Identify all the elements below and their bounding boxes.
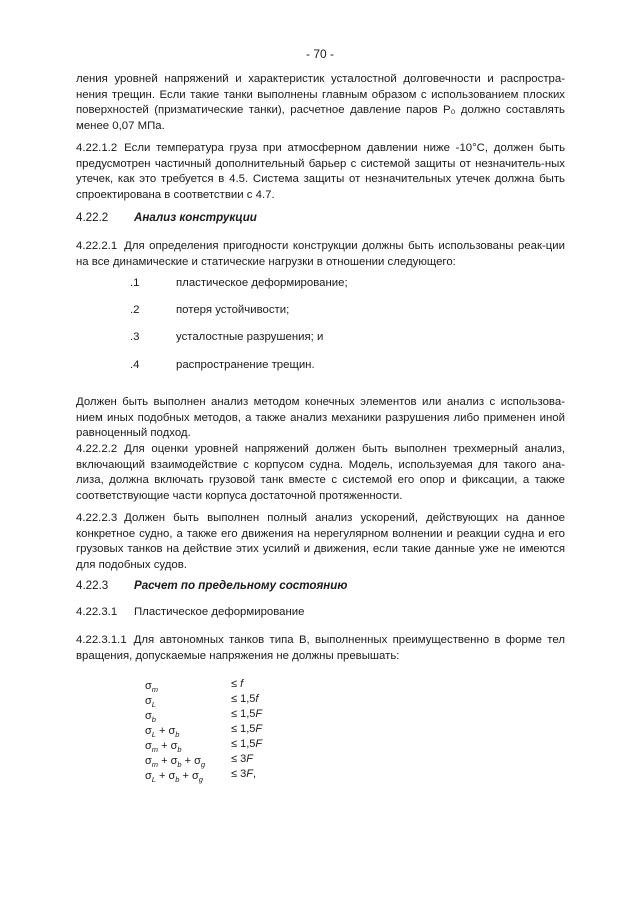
list-item-text: потеря устойчивости; xyxy=(176,304,290,316)
clause-number: 4.22.2.1 xyxy=(76,240,118,252)
list-item xyxy=(130,330,323,346)
paragraph-4-22-2-2 xyxy=(76,442,565,504)
list-item-number: .1 xyxy=(130,277,140,289)
heading-number: 4.22.2 xyxy=(76,211,109,224)
heading-number: 4.22.3 xyxy=(76,579,109,592)
formula-rhs: ≤ 3F, xyxy=(231,768,257,780)
clause-text: Для определения пригодности конструкции должны быть использованы реак-ции на все динамические и статические нагрузки в отношении следующего: xyxy=(76,240,565,268)
list-item-number: .2 xyxy=(130,304,140,316)
formula-lhs: $\sigma_L + \sigma_b + \sigma_g$ xyxy=(145,770,203,785)
list-item xyxy=(130,276,348,292)
clause-text: Должен быть выполнен полный анализ ускорений, действующих на данное конкретное судно, а также его движения на нерегулярном волнении и реакции судна и его грузовых танков на действие этих усилий и движения, если такие данные уже не имеются для подобных судов. xyxy=(76,512,565,571)
list-item xyxy=(130,303,289,319)
paragraph-4-22-2-1 xyxy=(76,239,565,270)
clause-number: 4.22.2.3 xyxy=(76,512,118,524)
list-item-text: распространение трещин. xyxy=(176,359,315,371)
list-item-number: .3 xyxy=(130,331,140,343)
clause-text: Для оценки уровней напряжений должен быть выполнен трехмерный анализ, включающий взаимодействие с корпусом судна. Модель, используемая для такого ана-лиза, должна включать грузовой танк вместе с системой его опор и фиксации, а также соответствующие части корпуса достаточной протяженности. xyxy=(76,443,565,502)
list-item-number: .4 xyxy=(130,359,140,371)
clause-text: Для автономных танков типа B, выполненных преимущественно в форме тел вращения, допускаемые напряжения не должны превышать: xyxy=(76,634,565,662)
subsection-number: 4.22.3.1 xyxy=(76,606,118,618)
paragraph-4-22-3-1-1 xyxy=(76,633,565,664)
list-item-text: пластическое деформирование; xyxy=(176,277,348,289)
formula-lhs: $\sigma_b$ xyxy=(145,710,156,725)
clause-number: 4.22.2.2 xyxy=(76,443,118,455)
page-number: - 70 - xyxy=(305,47,334,61)
heading-title: Расчет по предельному состоянию xyxy=(134,579,348,592)
paragraph-4-22-1-2 xyxy=(76,141,565,203)
formula-lhs: $\sigma_m + \sigma_b + \sigma_g$ xyxy=(145,755,206,770)
list-item xyxy=(130,358,315,374)
subsection-title: Пластическое деформирование xyxy=(134,606,305,618)
formula-rhs: ≤ 1,5F xyxy=(231,723,263,735)
formula-rhs: ≤ 1,5f xyxy=(231,693,259,705)
formula-lhs: $\sigma_m + \sigma_b$ xyxy=(145,740,182,755)
section-heading-4-22-3 xyxy=(76,578,565,594)
formula-lhs: $\sigma_L$ xyxy=(145,695,156,710)
clause-number: 4.22.1.2 xyxy=(76,142,118,154)
formula-lhs: $\sigma_L + \sigma_b$ xyxy=(145,725,180,740)
list-item-text: усталостные разрушения; и xyxy=(176,331,324,343)
clause-text: Если температура груза при атмосферном давлении ниже -10°C, должен быть предусмотрен частичный дополнительный барьер с системой защиты от незначитель-ных утечек, как это требуется в 4.5. Система защиты от незначительных утечек должна быть спроектирована в соответствии с 4.7. xyxy=(76,142,565,201)
subsection-4-22-3-1 xyxy=(76,605,305,621)
heading-title: Анализ конструкции xyxy=(134,211,257,224)
formula-lhs: $\sigma_m$ xyxy=(145,680,159,695)
section-heading-4-22-2 xyxy=(76,210,565,226)
paragraph-fem: Должен быть выполнен анализ методом конечных элементов или анализ с использова-нием иных подобных методов, а также анализ механики разрушения либо применен иной равноценный подход. xyxy=(76,396,565,440)
formula-rhs: ≤ 1,5F xyxy=(231,738,263,750)
paragraph-intro: ления уровней напряжений и характеристик усталостной долговечности и распростра-нения трещин. Если такие танки выполнены главным образом с использованием плоских поверхностей (призматические танки), расчетное давление паров P₀ должно составлять менее 0,07 МПа. xyxy=(76,73,565,132)
paragraph-4-22-2-3 xyxy=(76,511,565,573)
formula-rhs: ≤ f xyxy=(231,678,244,690)
clause-number: 4.22.3.1.1 xyxy=(76,634,127,646)
formula-rhs: ≤ 1,5F xyxy=(231,708,263,720)
formula-rhs: ≤ 3F xyxy=(231,753,253,765)
